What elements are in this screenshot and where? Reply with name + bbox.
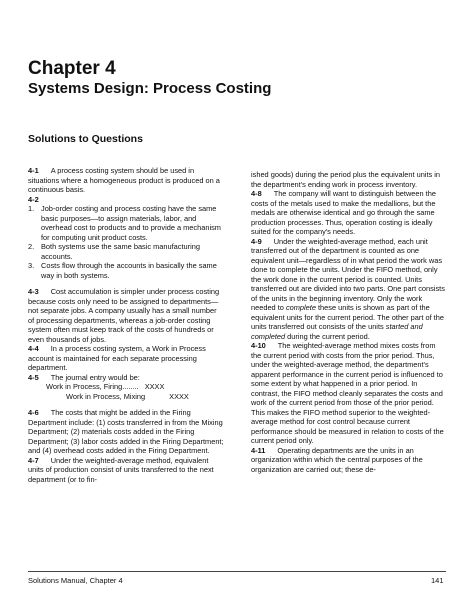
entry-number: 4-2	[28, 194, 39, 204]
entry-number: 4-8	[251, 189, 262, 198]
entry-4-9: 4-9 Under the weighted-average method, each unit transferred out of the department is counted as one equivalent unit—regardless of in what period the work was done to complete the units. Under the FIFO method, only the work done in the current period is counted. Units transferred out are divided into two parts. One part consists of the units in the beginning inventory. Only the work needed to complete these units is shown as part of the equivalent units for the current period. The other part of the units transferred out consists of the units started and completed during the current period.	[251, 236, 445, 341]
list-item: 3. Costs flow through the accounts in basically the same way in both systems.	[28, 261, 217, 280]
entry-number: 4-9	[251, 236, 262, 246]
right-column	[251, 170, 447, 474]
entry-text: The costs that might be added in the Firing Department include: (1) costs transferred in from the Mixing Department; (2) materials costs added in the Firing Department; (3) labor costs added in the Firing Department; and (4) overhead costs added in the Firing Department.	[28, 408, 224, 455]
entry-number: 4-10	[251, 341, 266, 350]
entry-4-1	[28, 166, 224, 195]
entry-text: In a process costing system, a Work in Process account is maintained for each separate processing department.	[28, 344, 206, 372]
entry-text: Under the weighted-average method, equivalent units of production consist of units transferred to the next department (or to fin-	[28, 455, 214, 484]
entry-text: Operating departments are the units in an organization within which the central purposes of the organization are carried out; these de-	[251, 445, 423, 474]
entry-4-6	[28, 408, 224, 456]
entry-4-4	[28, 344, 224, 373]
entry-number: 4-5	[28, 372, 39, 382]
entry-4-3	[28, 287, 224, 344]
entry-number: 4-1	[28, 166, 39, 175]
entry-text: The journal entry would be:	[50, 372, 140, 382]
entry-4-2	[28, 195, 224, 281]
entry-number: 4-6	[28, 408, 39, 417]
entry-number: 4-11	[251, 445, 266, 455]
journal-debit-line: Work in Process, Firing........ XXXX	[46, 382, 165, 391]
section-heading: Solutions to Questions	[28, 133, 143, 145]
entry-number: 4-3	[28, 287, 39, 296]
left-column	[28, 166, 224, 484]
entry-text: Cost accumulation is simpler under process costing because costs only need to be assigned to departments—not separate jobs. A company usually has a small number of processing departments, whereas a job-order costing system often must keep track of the costs of hundreds or even thousands of jobs.	[28, 287, 220, 344]
entry-text: The weighted-average method mixes costs from the current period with costs from the prior period. Thus, under the weighted-average method, the department's apparent performance in the current period is influenced to some extent by what happened in a prior period. In contrast, the FIFO method cleanly separates the costs and work of the current period from those of the prior period. This makes the FIFO method superior to the weighted-average method for cost control because current performance should be measured in relation to costs of the current period only.	[251, 341, 444, 445]
entry-number: 4-7	[28, 455, 39, 465]
entry-text: The company will want to distinguish between the costs of the metals used to make the medallions, but the medals are otherwise identical and go through the same production processes. Thus, operation costing is ideally suited for the company's needs.	[251, 189, 436, 236]
entry-number: 4-4	[28, 344, 39, 353]
entry-4-10	[251, 341, 447, 446]
journal-credit-line: Work in Process, Mixing XXXX	[66, 391, 189, 401]
list-item: 2. Both systems use the same basic manufacturing accounts.	[28, 242, 200, 261]
entry-4-8	[251, 189, 447, 237]
entry-4-7	[28, 456, 224, 485]
chapter-title: Systems Design: Process Costing	[28, 80, 272, 97]
footer-source: Solutions Manual, Chapter 4	[28, 576, 123, 585]
entry-4-5	[28, 373, 224, 402]
footer-divider	[28, 571, 446, 572]
page-number: 141	[431, 576, 444, 585]
chapter-number: Chapter 4	[28, 58, 116, 79]
list-item: 1. Job-order costing and process costing have the same basic purposes—to assign materials, labor, and overhead cost to products and to provide a mechanism for computing unit product costs.	[28, 204, 221, 242]
entry-4-7-continued: ished goods) during the period plus the equivalent units in the department's ending work in process inventory.	[251, 170, 440, 189]
entry-text: A process costing system should be used in situations where a homogeneous product is produced on a continuous basis.	[28, 166, 220, 194]
entry-4-11	[251, 446, 447, 475]
